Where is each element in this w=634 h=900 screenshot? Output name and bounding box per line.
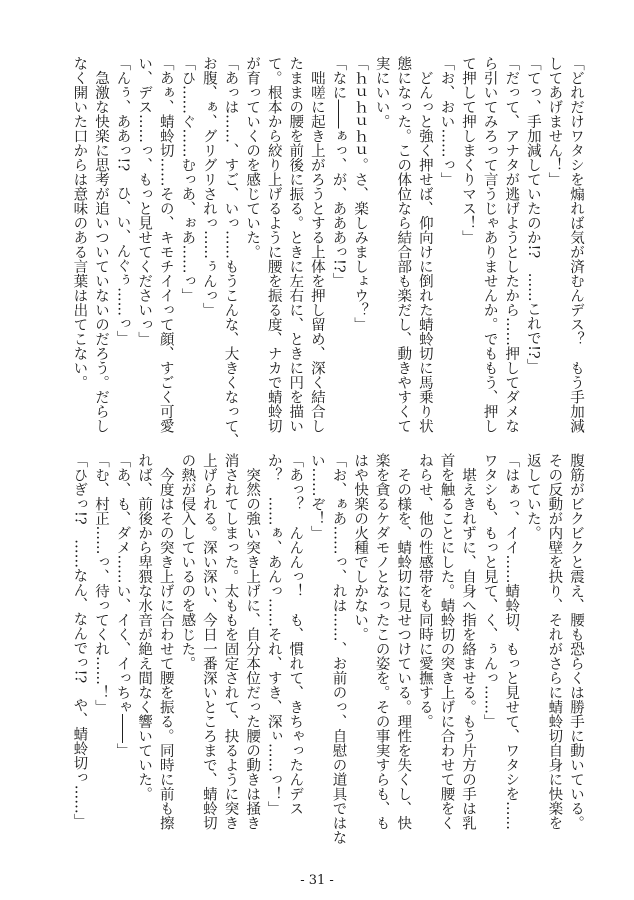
text-line: 「あっ？ んんんっ！ も、慣れて、きちゃったんデス bbox=[287, 453, 304, 816]
text-line: れば、前後から卑猥な水音が絶え間なく響いていた。 bbox=[136, 453, 153, 801]
text-line: してあげません！」 bbox=[546, 56, 563, 187]
text-line: 実にいい。 bbox=[373, 56, 390, 129]
text-block-bottom bbox=[64, 453, 586, 845]
text-line: 「あ、も、ダメ……い、イく、イっちゃ――」 bbox=[114, 453, 131, 758]
text-line: その様を、蜻蛉切に見せつけている。理性を失くし、快 bbox=[395, 453, 412, 830]
text-line: て。根本から絞り上げるように腰を振る度、ナカで蜻蛉切 bbox=[265, 56, 282, 433]
text-line: 「ｈｕｈｕｈｕ。さ、楽しみましょウ？」 bbox=[352, 56, 369, 332]
text-line: 「てっ、手加減していたのか!? ……これで!?」 bbox=[524, 56, 541, 374]
text-line: 楽を貪るケダモノとなったこの姿を。その事実すらも、も bbox=[373, 453, 390, 830]
text-line: 「だって、アナタが逃げようとしたから……押してダメな bbox=[503, 56, 520, 433]
text-line: 「んぅ、ああっ!? ひ、い、んぐぅ……っ」 bbox=[114, 56, 131, 346]
text-line: その反動が内壁を抉り、それがさらに蜻蛉切自身に快楽を bbox=[546, 453, 563, 830]
text-line: どんっと強く押せば、仰向けに倒れた蜻蛉切に馬乗り状 bbox=[416, 56, 433, 433]
text-line: 「お、おい……っ」 bbox=[438, 56, 455, 187]
text-line: て押して押しまくりマス！」 bbox=[460, 56, 477, 245]
text-line: 「なに――ぁっ、が、あああっ!?」 bbox=[330, 56, 347, 288]
text-line: 上げられる。深い深い、今日一番深いところまで、蜻蛉切 bbox=[200, 453, 217, 830]
text-line: 「あっは……、すご、いっ……もうこんな、大きくなって、 bbox=[222, 56, 239, 448]
text-line: お腹、ぁ、グリグリされっ……ぅんっ」 bbox=[200, 56, 217, 317]
text-line: 「ひ……ぐ……むっあ、ぉあ……っ」 bbox=[179, 56, 196, 303]
text-line: 「はぁっ、イイ……蜻蛉切、もっと見せて、ワタシを…… bbox=[503, 453, 520, 830]
text-line: 「む、村正……っ、待ってくれ……！」 bbox=[92, 453, 109, 714]
text-line: い……ぞ！」 bbox=[308, 453, 325, 540]
text-line: い、デス……っ、もっと見せてくださいっ」 bbox=[136, 56, 153, 346]
text-line: 返していた。 bbox=[524, 453, 541, 540]
text-line: の熱が侵入しているのを感じた。 bbox=[179, 453, 196, 671]
page-number: - 31 - bbox=[300, 873, 334, 888]
text-line: 咄嗟に起き上がろうとする上体を押し留め、深く結合し bbox=[308, 56, 325, 433]
text-line: 今度はその突き上げに合わせて腰を振る。同時に前も擦 bbox=[157, 453, 174, 830]
text-line: なく開いた口からは意味のある言葉は出てこない。 bbox=[71, 56, 88, 390]
text-line: 「ひぎっ!? ……なん、なんでっ!? や、蜻蛉切っ……」 bbox=[71, 453, 88, 829]
text-line: 堪えきれずに、自身へ指を絡ませる。もう片方の手は乳 bbox=[460, 453, 477, 830]
text-line: 消されてしまった。太ももを固定されて、抉るように突き bbox=[222, 453, 239, 830]
text-line: ねらせ、他の性感帯をも同時に愛撫する。 bbox=[416, 453, 433, 729]
text-line: が育っていくのを感じていた。 bbox=[244, 56, 261, 259]
text-line: はや快楽の火種でしかない。 bbox=[352, 453, 369, 642]
text-line: 首を触ることにした。蜻蛉切の突き上げに合わせて腰をく bbox=[438, 453, 455, 830]
text-line: 急激な快楽に思考が追いついていないのだろう。だらし bbox=[92, 56, 109, 433]
text-line: 腹筋がビクビクと震え、腰も恐らくは勝手に動いている。 bbox=[568, 453, 584, 830]
text-line: ワタシも、もっと見て、く、ぅんっ……」 bbox=[481, 453, 498, 729]
text-line: たままの腰を前後に振る。ときに左右に、ときに円を描い bbox=[287, 56, 304, 433]
text-block-top bbox=[64, 56, 586, 448]
text-line: 「あぁ、蜻蛉切……その、キモチイイって顔、すごく可愛 bbox=[157, 56, 174, 433]
text-line: 「どれだけワタシを煽れば気が済むんデス？ もう手加減 bbox=[568, 56, 584, 433]
text-line: 「お、ぁあ……っ、れは……、お前のっ、自慰の道具ではな bbox=[330, 453, 347, 845]
text-line: か？ ……ぁ、あんっ……それ、すき、深ぃ……っ！」 bbox=[265, 453, 282, 816]
text-line: ら引いてみろって言うじゃありませんか。でももう、押し bbox=[481, 56, 498, 433]
text-line: 突然の強い突き上げに、自分本位だった腰の動きは掻き bbox=[244, 453, 261, 830]
text-line: 態になった。この体位なら結合部も楽だし、動きやすくて bbox=[395, 56, 412, 433]
